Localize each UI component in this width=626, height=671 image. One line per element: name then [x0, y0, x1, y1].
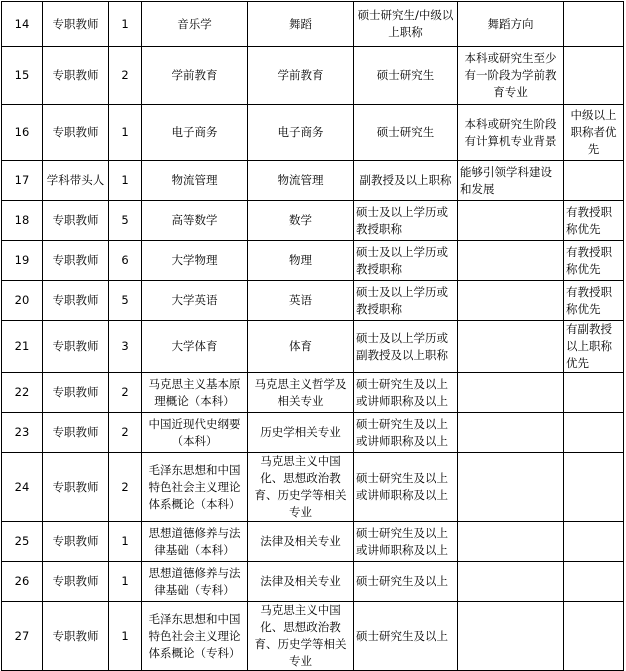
table-row — [2, 281, 624, 321]
remark — [564, 453, 624, 522]
education-requirement: 硕士研究生及以上或讲师职称及以上 — [354, 373, 458, 413]
subject: 马克思主义基本原理概论（本科） — [142, 373, 248, 413]
row-number: 23 — [2, 413, 43, 453]
table-row — [2, 241, 624, 281]
post-type: 专职教师 — [43, 281, 109, 321]
education-requirement: 硕士研究生 — [354, 47, 458, 105]
remark: 有教授职称优先 — [564, 241, 624, 281]
other-requirement: 本科或研究生至少有一阶段为学前教育专业 — [458, 47, 564, 105]
row-number: 20 — [2, 281, 43, 321]
major-field: 英语 — [248, 281, 354, 321]
remark: 有副教授以上职称优先 — [564, 321, 624, 373]
headcount: 2 — [109, 413, 142, 453]
table-row — [2, 562, 624, 602]
headcount: 2 — [109, 453, 142, 522]
remark — [564, 522, 624, 562]
remark: 有教授职称优先 — [564, 281, 624, 321]
headcount: 5 — [109, 281, 142, 321]
education-requirement: 硕士及以上学历或教授职称 — [354, 281, 458, 321]
subject: 音乐学 — [142, 2, 248, 47]
remark: 有教授职称优先 — [564, 201, 624, 241]
remark — [564, 47, 624, 105]
headcount: 1 — [109, 161, 142, 201]
row-number: 24 — [2, 453, 43, 522]
major-field: 法律及相关专业 — [248, 562, 354, 602]
major-field: 数学 — [248, 201, 354, 241]
row-number: 14 — [2, 2, 43, 47]
subject: 学前教育 — [142, 47, 248, 105]
row-number: 21 — [2, 321, 43, 373]
post-type: 专职教师 — [43, 602, 109, 671]
row-number: 17 — [2, 161, 43, 201]
post-type: 学科带头人 — [43, 161, 109, 201]
other-requirement: 舞蹈方向 — [458, 2, 564, 47]
major-field: 物流管理 — [248, 161, 354, 201]
other-requirement: 能够引领学科建设和发展 — [458, 161, 564, 201]
other-requirement — [458, 602, 564, 671]
other-requirement — [458, 201, 564, 241]
table-row — [2, 161, 624, 201]
education-requirement: 硕士及以上学历或副教授及以上职称 — [354, 321, 458, 373]
post-type: 专职教师 — [43, 562, 109, 602]
table-row — [2, 321, 624, 373]
headcount: 1 — [109, 2, 142, 47]
major-field: 物理 — [248, 241, 354, 281]
remark — [564, 161, 624, 201]
headcount: 1 — [109, 602, 142, 671]
remark: 中级以上职称者优先 — [564, 105, 624, 161]
table-row — [2, 453, 624, 522]
table-row — [2, 2, 624, 47]
row-number: 26 — [2, 562, 43, 602]
other-requirement — [458, 373, 564, 413]
post-type: 专职教师 — [43, 201, 109, 241]
major-field: 法律及相关专业 — [248, 522, 354, 562]
row-number: 22 — [2, 373, 43, 413]
post-type: 专职教师 — [43, 105, 109, 161]
education-requirement: 副教授及以上职称 — [354, 161, 458, 201]
subject: 大学英语 — [142, 281, 248, 321]
table-body — [2, 2, 624, 671]
post-type: 专职教师 — [43, 47, 109, 105]
post-type: 专职教师 — [43, 522, 109, 562]
row-number: 15 — [2, 47, 43, 105]
recruitment-table — [1, 1, 624, 671]
subject: 大学物理 — [142, 241, 248, 281]
other-requirement — [458, 522, 564, 562]
subject: 高等数学 — [142, 201, 248, 241]
table-row — [2, 373, 624, 413]
table-row — [2, 47, 624, 105]
remark — [564, 413, 624, 453]
other-requirement — [458, 453, 564, 522]
remark — [564, 2, 624, 47]
headcount: 3 — [109, 321, 142, 373]
headcount: 2 — [109, 373, 142, 413]
post-type: 专职教师 — [43, 413, 109, 453]
post-type: 专职教师 — [43, 321, 109, 373]
subject: 毛泽东思想和中国特色社会主义理论体系概论（本科） — [142, 453, 248, 522]
other-requirement — [458, 281, 564, 321]
major-field: 马克思主义中国化、思想政治教育、历史学等相关专业 — [248, 602, 354, 671]
other-requirement — [458, 413, 564, 453]
row-number: 18 — [2, 201, 43, 241]
other-requirement: 本科或研究生阶段有计算机专业背景 — [458, 105, 564, 161]
table-row — [2, 522, 624, 562]
headcount: 2 — [109, 47, 142, 105]
post-type: 专职教师 — [43, 241, 109, 281]
subject: 中国近现代史纲要（本科） — [142, 413, 248, 453]
education-requirement: 硕士研究生/中级以上职称 — [354, 2, 458, 47]
post-type: 专职教师 — [43, 2, 109, 47]
major-field: 马克思主义哲学及相关专业 — [248, 373, 354, 413]
education-requirement: 硕士研究生及以上或讲师职称及以上 — [354, 522, 458, 562]
education-requirement: 硕士研究生及以上 — [354, 562, 458, 602]
other-requirement — [458, 562, 564, 602]
remark — [564, 562, 624, 602]
table-row — [2, 201, 624, 241]
post-type: 专职教师 — [43, 453, 109, 522]
remark — [564, 602, 624, 671]
post-type: 专职教师 — [43, 373, 109, 413]
table-row — [2, 602, 624, 671]
education-requirement: 硕士及以上学历或教授职称 — [354, 241, 458, 281]
headcount: 5 — [109, 201, 142, 241]
row-number: 27 — [2, 602, 43, 671]
headcount: 1 — [109, 522, 142, 562]
major-field: 电子商务 — [248, 105, 354, 161]
education-requirement: 硕士研究生及以上 — [354, 602, 458, 671]
remark — [564, 373, 624, 413]
row-number: 16 — [2, 105, 43, 161]
major-field: 马克思主义中国化、思想政治教育、历史学等相关专业 — [248, 453, 354, 522]
subject: 大学体育 — [142, 321, 248, 373]
major-field: 舞蹈 — [248, 2, 354, 47]
subject: 毛泽东思想和中国特色社会主义理论体系概论（专科） — [142, 602, 248, 671]
headcount: 1 — [109, 105, 142, 161]
table-row — [2, 105, 624, 161]
education-requirement: 硕士研究生 — [354, 105, 458, 161]
major-field: 历史学相关专业 — [248, 413, 354, 453]
headcount: 1 — [109, 562, 142, 602]
major-field: 学前教育 — [248, 47, 354, 105]
education-requirement: 硕士研究生及以上或讲师职称及以上 — [354, 413, 458, 453]
row-number: 25 — [2, 522, 43, 562]
education-requirement: 硕士及以上学历或教授职称 — [354, 201, 458, 241]
subject: 思想道德修养与法律基础（本科） — [142, 522, 248, 562]
subject: 思想道德修养与法律基础（专科） — [142, 562, 248, 602]
education-requirement: 硕士研究生及以上或讲师职称及以上 — [354, 453, 458, 522]
table-row — [2, 413, 624, 453]
headcount: 6 — [109, 241, 142, 281]
subject: 电子商务 — [142, 105, 248, 161]
other-requirement — [458, 321, 564, 373]
other-requirement — [458, 241, 564, 281]
major-field: 体育 — [248, 321, 354, 373]
subject: 物流管理 — [142, 161, 248, 201]
row-number: 19 — [2, 241, 43, 281]
